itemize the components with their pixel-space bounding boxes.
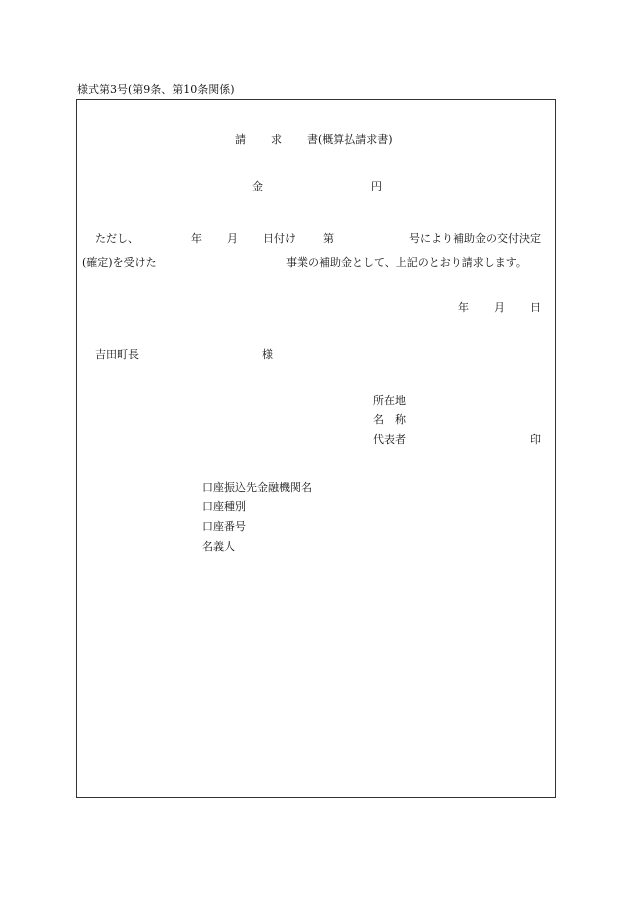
amount-yen-label: 円	[371, 180, 382, 193]
body-month-label: 月	[227, 232, 238, 245]
applicant-seal-mark: 印	[530, 433, 541, 446]
title-char-sho: 書	[307, 133, 318, 146]
form-frame	[76, 99, 556, 798]
body-jigyou-text: 事業の補助金として、上記のとおり請求します。	[286, 256, 527, 269]
bank-account-type-label: 口座種別	[202, 500, 246, 513]
date-year-label: 年	[458, 301, 469, 314]
applicant-address-label: 所在地	[373, 394, 406, 407]
bank-holder-label: 名義人	[202, 540, 235, 553]
bank-account-number-label: 口座番号	[202, 520, 246, 533]
applicant-name-label: 名 称	[373, 413, 406, 426]
amount-kin-label: 金	[252, 180, 263, 193]
addressee-name: 吉田町長	[95, 348, 139, 361]
bank-institution-label: 口座振込先金融機関名	[202, 481, 312, 494]
body-gou-text: 号により補助金の交付決定	[409, 232, 541, 245]
body-year-label: 年	[191, 232, 202, 245]
title-char-sei: 請	[235, 133, 246, 146]
body-tadashi: ただし、	[95, 232, 139, 245]
form-number: 様式第3号(第9条、第10条関係)	[77, 83, 235, 96]
title-subtitle: (概算払請求書)	[318, 133, 393, 146]
body-kakutei-text: (確定)を受けた	[82, 256, 157, 269]
addressee-honorific: 様	[262, 348, 273, 361]
title-char-kyu: 求	[271, 133, 282, 146]
date-month-label: 月	[494, 301, 505, 314]
body-hizuke-label: 日付け	[263, 232, 296, 245]
applicant-representative-label: 代表者	[373, 433, 406, 446]
date-day-label: 日	[530, 301, 541, 314]
body-dai-label: 第	[323, 232, 334, 245]
